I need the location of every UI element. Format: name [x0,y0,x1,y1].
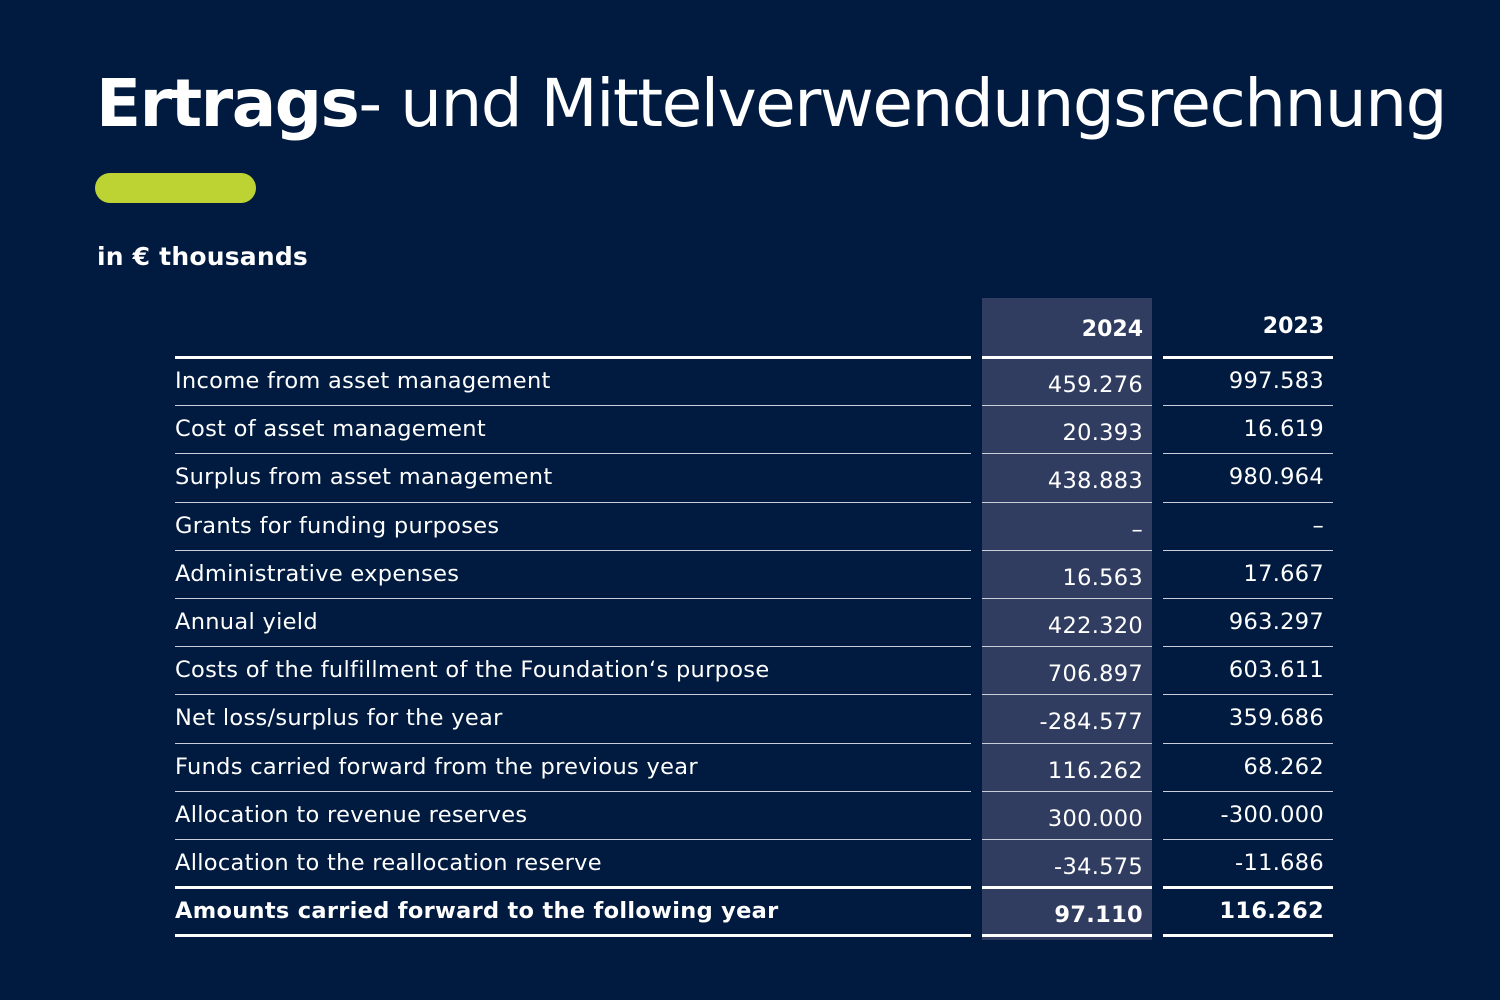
rule-2024-row-4 [982,598,1152,599]
rule-2024-row-5 [982,646,1152,647]
row-label: Cost of asset management [175,416,486,443]
page-title [96,62,1446,146]
rule-2023-top [1163,356,1333,359]
value-2024: 97.110 [1054,902,1143,929]
value-2023: -11.686 [1235,850,1324,876]
value-2023: -300.000 [1220,801,1324,828]
value-2023: 603.611 [1228,657,1324,684]
value-2024: -34.575 [1054,854,1143,880]
rule-2023-row-11 [1163,934,1333,937]
title-bold-part: Ertrags [96,65,359,142]
row-label: Net loss/surplus for the year [175,705,503,732]
row-label: Funds carried forward from the previous year [175,753,698,780]
row-label: Administrative expenses [175,560,460,587]
rule-label-row-2 [175,502,971,503]
value-2023: 16.619 [1243,416,1324,443]
rule-label-row-8 [175,791,971,792]
rule-2024-row-11 [982,934,1152,937]
row-label: Costs of the fulfillment of the Foundation‘s purpose [175,657,770,684]
value-2023: 68.262 [1243,753,1324,780]
rule-2023-row-10 [1163,886,1333,889]
rule-2023-row-7 [1163,743,1333,744]
row-label: Allocation to the reallocation reserve [175,850,602,876]
unit-label: in € thousands [97,242,309,271]
rule-2024-row-7 [982,743,1152,744]
rule-2023-row-0 [1163,405,1333,406]
rule-2024-row-0 [982,405,1152,406]
rule-2024-row-10 [982,886,1152,889]
rule-label-row-1 [175,453,971,454]
value-2023: 963.297 [1228,609,1324,635]
rule-2023-row-9 [1163,839,1333,840]
rule-2023-row-4 [1163,598,1333,599]
rule-2024-row-8 [982,791,1152,792]
value-2024: 300.000 [1047,805,1143,832]
rule-label-row-3 [175,550,971,551]
rule-2023-row-5 [1163,646,1333,647]
rule-label-row-7 [175,743,971,744]
value-2024: 438.883 [1047,468,1143,495]
value-2024: 116.262 [1047,757,1143,784]
rule-2024-top [982,356,1152,359]
value-2023: – [1312,512,1324,539]
rule-2024-row-2 [982,502,1152,503]
value-2024: 16.563 [1062,564,1143,591]
value-2023: 116.262 [1219,898,1324,925]
rule-2023-row-8 [1163,791,1333,792]
row-label: Grants for funding purposes [175,512,500,539]
row-label: Income from asset management [175,368,551,394]
rule-2023-row-1 [1163,453,1333,454]
row-label: Annual yield [175,609,318,635]
row-label: Surplus from asset management [175,464,553,491]
accent-bar [95,173,256,203]
rule-2024-row-9 [982,839,1152,840]
title-regular-part: - und Mittelverwendungsrechnung [358,65,1446,142]
rule-2024-row-3 [982,550,1152,551]
row-label: Amounts carried forward to the following year [175,898,779,925]
value-2024: 459.276 [1047,372,1143,398]
rule-label-row-5 [175,646,971,647]
rule-label-row-6 [175,694,971,695]
rule-label-row-0 [175,405,971,406]
value-2023: 359.686 [1228,705,1324,732]
value-2024: 20.393 [1062,420,1143,447]
rule-2024-row-6 [982,694,1152,695]
value-2024: 706.897 [1047,661,1143,688]
value-2023: 17.667 [1243,560,1324,587]
column-header-2024: 2024 [1081,317,1143,342]
value-2023: 980.964 [1228,464,1324,491]
value-2024: – [1131,516,1143,543]
rule-2023-row-3 [1163,550,1333,551]
rule-2023-row-6 [1163,694,1333,695]
rule-2023-row-2 [1163,502,1333,503]
rule-2024-row-1 [982,453,1152,454]
rule-label-row-4 [175,598,971,599]
rule-label-row-9 [175,839,971,840]
value-2024: -284.577 [1039,709,1143,736]
row-label: Allocation to revenue reserves [175,801,528,828]
rule-label-row-11 [175,934,971,937]
rule-label-top [175,356,971,359]
rule-label-row-10 [175,886,971,889]
column-header-2023: 2023 [1262,314,1324,339]
value-2024: 422.320 [1047,613,1143,639]
value-2023: 997.583 [1228,368,1324,394]
